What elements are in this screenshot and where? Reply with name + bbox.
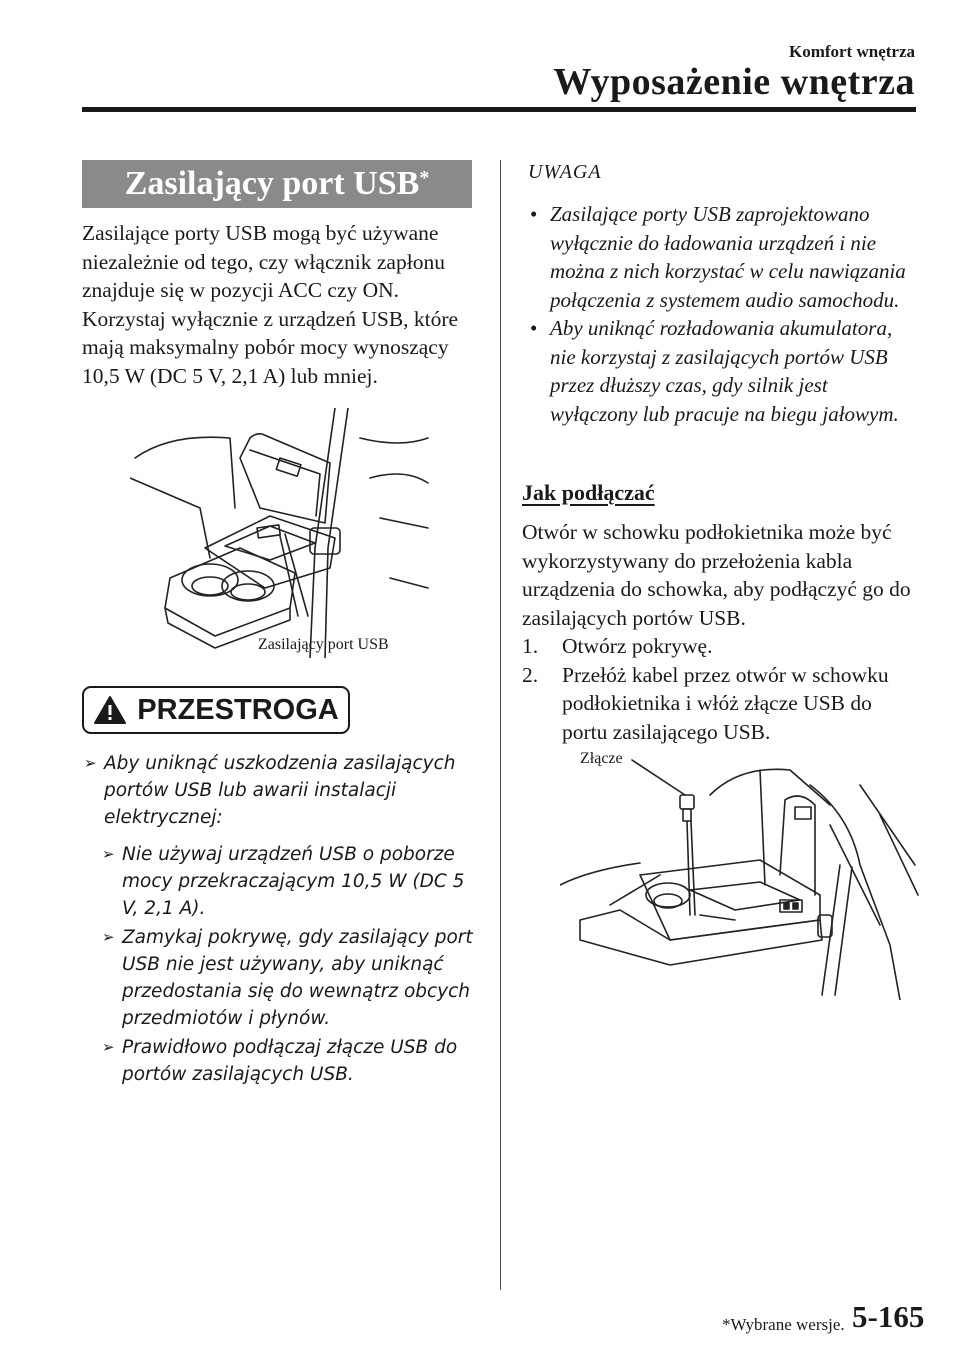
step-number: 1. (522, 634, 539, 658)
section-title (82, 160, 472, 208)
connector-illustration (560, 745, 920, 1000)
figure1-label: Zasilający port USB (258, 636, 389, 653)
note-list (530, 200, 920, 428)
figure2-label: Złącze (580, 750, 623, 767)
arrow-marker-icon: ➢ (84, 754, 97, 772)
list-item (102, 841, 482, 922)
caution-item-text: Prawidłowo podłączaj złącze USB do portów zasilających USB. (122, 1037, 458, 1085)
column-divider (500, 160, 501, 1290)
note-title: UWAGA (528, 161, 602, 183)
footnote: *Wybrane wersje. (722, 1315, 845, 1334)
section-title-text: Zasilający port USB (124, 165, 420, 202)
arrow-marker-icon: ➢ (102, 928, 115, 946)
note-item-text: Aby uniknąć rozładowania akumulatora, nie korzystaj z zasilających portów USB przez dłuższy czas, gdy silnik jest wyłączony lub pracuje na biegu jałowym. (550, 316, 899, 426)
caution-label: PRZESTROGA (137, 693, 339, 726)
caution-item-text: Zamykaj pokrywę, gdy zasilający port USB nie jest używany, aby uniknąć przedostania się do wewnątrz obcych przedmiotów i płynów. (122, 927, 473, 1029)
caution-main-text: Aby uniknąć uszkodzenia zasilających portów USB lub awarii instalacji elektrycznej: (104, 753, 456, 828)
bullet-icon: • (530, 202, 538, 226)
header-rule (82, 107, 916, 112)
step-number: 2. (522, 662, 539, 687)
caution-main (84, 750, 484, 831)
header-subtitle: Komfort wnętrza (788, 42, 915, 61)
how-to-intro: Otwór w schowku podłokietnika może być wykorzystywany do przełożenia kabla urządzenia do schowka, aby podłączyć go do zasilających portów USB. (522, 520, 911, 630)
step-text: Otwórz pokrywę. (562, 634, 713, 658)
arrow-marker-icon: ➢ (102, 1038, 115, 1056)
list-item (102, 924, 482, 1032)
bullet-icon: • (530, 316, 538, 340)
warning-icon (93, 695, 127, 725)
step-item (522, 661, 917, 747)
page-number: 5-165 (852, 1299, 925, 1334)
caution-box (82, 686, 350, 734)
caution-item-text: Nie używaj urządzeń USB o poborze mocy przekraczającym 10,5 W (DC 5 V, 2,1 A). (122, 844, 465, 919)
section-title-asterisk: * (419, 166, 430, 189)
arrow-marker-icon: ➢ (102, 845, 115, 863)
list-item (102, 1034, 482, 1088)
note-item-text: Zasilające porty USB zaprojektowano wyłącznie do ładowania urządzeń i nie można z nich korzystać w celu nawiązania połączenia z systemem audio samochodu. (550, 202, 906, 312)
list-item (530, 200, 920, 314)
step-text: Przełóż kabel przez otwór w schowku podłokietnika i włóż złącze USB do portu zasilającego USB. (562, 662, 889, 744)
header-title: Wyposażenie wnętrza (553, 61, 915, 103)
how-to-title: Jak podłączać (522, 480, 655, 505)
step-item (522, 632, 917, 661)
section-intro: Zasilające porty USB mogą być używane niezależnie od tego, czy włącznik zapłonu znajduje się w pozycji ACC czy ON. Korzystaj wyłącznie z urządzeń USB, które mają maksymalny pobór mocy wynoszący 10,5 W (DC 5 V, 2,1 A) lub mniej. (82, 221, 459, 388)
armrest-usb-port-illustration (130, 408, 430, 658)
how-to-body (522, 518, 917, 746)
list-item (530, 314, 920, 428)
caution-items (102, 841, 482, 1090)
